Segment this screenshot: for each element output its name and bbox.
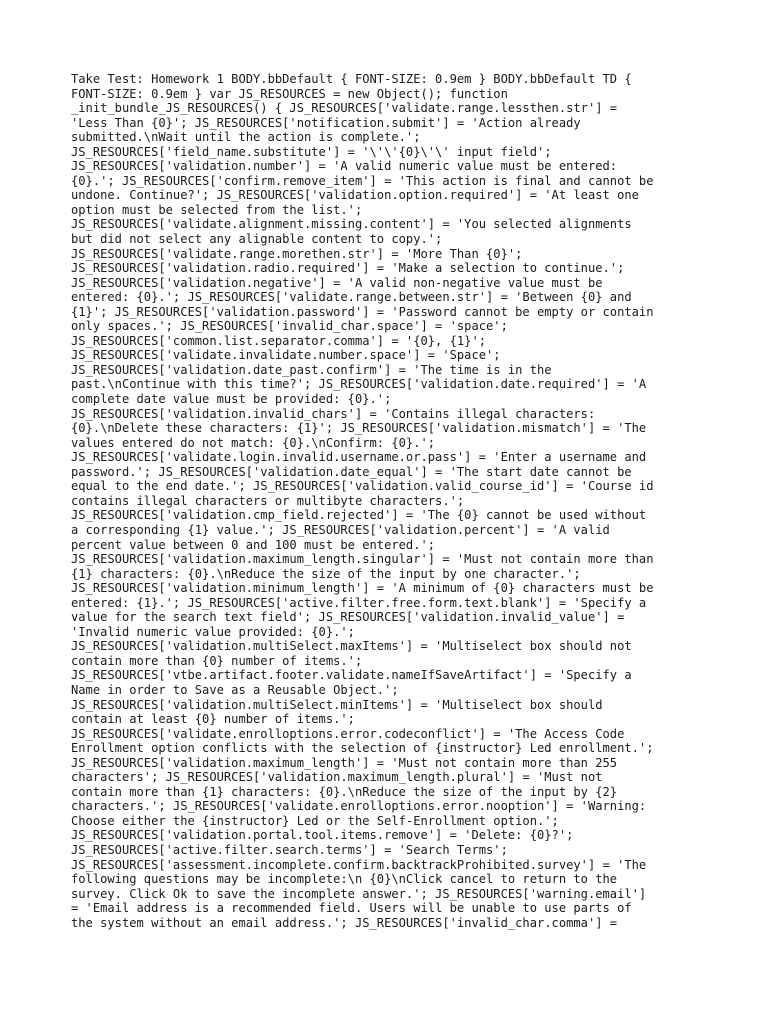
document-line: JS_RESOURCES['validation.number'] = 'A valid numeric value must be entered:: [71, 159, 618, 174]
document-line: JS_RESOURCES['vtbe.artifact.footer.validate.nameIfSaveArtifact'] = 'Specify a: [71, 668, 632, 683]
document-line: option must be selected from the list.';: [71, 202, 363, 217]
document-line: characters.'; JS_RESOURCES['validate.enrolloptions.error.nooption'] = 'Warning:: [71, 799, 647, 814]
document-line: a corresponding {1} value.'; JS_RESOURCES['validation.percent'] = 'A valid: [71, 522, 610, 537]
document-line: 'Invalid numeric value provided: {0}.';: [71, 624, 355, 639]
document-line: JS_RESOURCES['validate.login.invalid.username.or.pass'] = 'Enter a username and: [71, 450, 647, 465]
document-line: Choose either the {instructor} Led or the Self-Enrollment option.';: [71, 813, 559, 828]
document-line: values entered do not match: {0}.\nConfirm: {0}.';: [71, 435, 436, 450]
document-line: contain more than {1} characters: {0}.\nReduce the size of the input by {2}: [71, 784, 618, 799]
document-line: submitted.\nWait until the action is complete.';: [71, 130, 421, 145]
document-line: the system without an email address.'; JS_RESOURCES['invalid_char.comma'] =: [71, 915, 618, 930]
document-line: JS_RESOURCES['assessment.incomplete.confirm.backtrackProhibited.survey'] = 'The: [71, 857, 647, 872]
document-line: FONT-SIZE: 0.9em } var JS_RESOURCES = new Object(); function: [71, 86, 508, 101]
document-line: following questions may be incomplete:\n {0}\nClick cancel to return to the: [71, 872, 618, 887]
document-line: 'Less Than {0}'; JS_RESOURCES['notification.submit'] = 'Action already: [71, 115, 581, 130]
document-line: _init_bundle_JS_RESOURCES() { JS_RESOURCES['validate.range.lessthen.str'] =: [71, 101, 618, 116]
document-line: entered: {0}.'; JS_RESOURCES['validate.range.between.str'] = 'Between {0} and: [71, 290, 632, 305]
document-line: {1} characters: {0}.\nReduce the size of the input by one character.';: [71, 566, 581, 581]
document-line: JS_RESOURCES['common.list.separator.comma'] = '{0}, {1}';: [71, 333, 487, 348]
document-line: {0}.'; JS_RESOURCES['confirm.remove_item'] = 'This action is final and cannot be: [71, 173, 654, 188]
document-line: undone. Continue?'; JS_RESOURCES['validation.option.required'] = 'At least one: [71, 188, 639, 203]
document-line: Take Test: Homework 1 BODY.bbDefault { FONT-SIZE: 0.9em } BODY.bbDefault TD {: [71, 72, 632, 86]
document-line: JS_RESOURCES['validate.range.morethen.str'] = 'More Than {0}';: [71, 246, 523, 261]
document-line: characters'; JS_RESOURCES['validation.maximum_length.plural'] = 'Must not: [71, 770, 603, 785]
document-line: JS_RESOURCES['validation.portal.tool.items.remove'] = 'Delete: {0}?';: [71, 828, 574, 843]
document-text-block: [71, 72, 681, 930]
document-line: JS_RESOURCES['validate.alignment.missing.content'] = 'You selected alignments: [71, 217, 632, 232]
document-line: survey. Click Ok to save the incomplete answer.'; JS_RESOURCES['warning.email']: [71, 886, 647, 901]
document-line: value for the search text field'; JS_RESOURCES['validation.invalid_value'] =: [71, 610, 625, 625]
document-line: contains illegal characters or multibyte characters.';: [71, 493, 465, 508]
document-line: equal to the end date.'; JS_RESOURCES['validation.valid_course_id'] = 'Course id: [71, 479, 654, 494]
document-line: JS_RESOURCES['validation.cmp_field.rejected'] = 'The {0} cannot be used without: [71, 508, 647, 523]
document-line: JS_RESOURCES['validate.enrolloptions.error.codeconflict'] = 'The Access Code: [71, 726, 625, 741]
document-line: JS_RESOURCES['validation.radio.required'] = 'Make a selection to continue.';: [71, 261, 625, 276]
document-line: contain at least {0} number of items.';: [71, 712, 355, 727]
document-line: percent value between 0 and 100 must be entered.';: [71, 537, 436, 552]
document-line: Enrollment option conflicts with the selection of {instructor} Led enrollment.';: [71, 741, 654, 756]
document-line: past.\nContinue with this time?'; JS_RESOURCES['validation.date.required'] = 'A: [71, 377, 647, 392]
document-line: but did not select any alignable content to copy.';: [71, 232, 443, 247]
document-line: only spaces.'; JS_RESOURCES['invalid_char.space'] = 'space';: [71, 319, 508, 334]
document-line: Name in order to Save as a Reusable Object.';: [71, 682, 399, 697]
document-line: JS_RESOURCES['field_name.substitute'] = '\'\'{0}\'\' input field';: [71, 144, 552, 159]
document-line: JS_RESOURCES['validation.multiSelect.maxItems'] = 'Multiselect box should not: [71, 639, 632, 654]
document-line: {0}.\nDelete these characters: {1}'; JS_RESOURCES['validation.mismatch'] = 'The: [71, 421, 647, 436]
document-line: JS_RESOURCES['validation.maximum_length'] = 'Must not contain more than 255: [71, 755, 618, 770]
document-line: JS_RESOURCES['validation.negative'] = 'A valid non-negative value must be: [71, 275, 603, 290]
document-line: complete date value must be provided: {0}.';: [71, 392, 392, 407]
document-line: entered: {1}.'; JS_RESOURCES['active.filter.free.form.text.blank'] = 'Specify a: [71, 595, 647, 610]
document-line: JS_RESOURCES['validation.invalid_chars'] = 'Contains illegal characters:: [71, 406, 596, 421]
document-line: password.'; JS_RESOURCES['validation.date_equal'] = 'The start date cannot be: [71, 464, 632, 479]
document-line: = 'Email address is a recommended field. Users will be unable to use parts of: [71, 901, 632, 916]
document-line: JS_RESOURCES['active.filter.search.terms'] = 'Search Terms';: [71, 842, 508, 857]
document-line: contain more than {0} number of items.';: [71, 653, 363, 668]
document-line: JS_RESOURCES['validation.maximum_length.singular'] = 'Must not contain more than: [71, 552, 654, 567]
document-line: JS_RESOURCES['validation.minimum_length'] = 'A minimum of {0} characters must be: [71, 581, 654, 596]
document-line: JS_RESOURCES['validate.invalidate.number.space'] = 'Space';: [71, 348, 501, 363]
document-line: {1}'; JS_RESOURCES['validation.password'] = 'Password cannot be empty or contain: [71, 304, 654, 319]
document-line: JS_RESOURCES['validation.multiSelect.minItems'] = 'Multiselect box should: [71, 697, 603, 712]
document-line: JS_RESOURCES['validation.date_past.confirm'] = 'The time is in the: [71, 362, 552, 377]
